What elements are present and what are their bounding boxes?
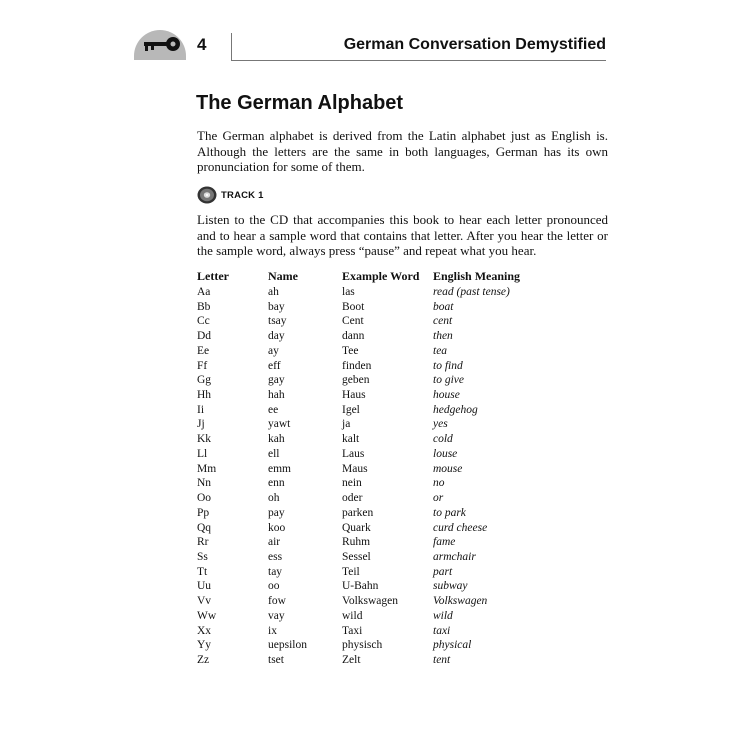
cell-letter: Ee (197, 344, 210, 357)
cell-name: air (268, 536, 281, 549)
cell-name: pay (268, 506, 285, 519)
cell-letter: Xx (197, 624, 212, 637)
cell-name: kah (268, 433, 285, 446)
cell-example-word: Teil (342, 565, 360, 578)
cell-english-meaning: cent (433, 315, 453, 328)
cd-icon (197, 186, 217, 204)
cell-name: ee (268, 403, 279, 416)
cell-name: koo (268, 521, 286, 534)
cell-name: ay (268, 344, 279, 357)
cell-english-meaning: then (433, 330, 453, 343)
cell-letter: Hh (197, 389, 212, 402)
cell-example-word: parken (342, 506, 374, 519)
cell-english-meaning: or (433, 492, 444, 505)
cell-name: hah (268, 389, 285, 402)
table-row (197, 653, 573, 668)
cell-english-meaning: subway (433, 580, 468, 593)
cell-example-word: Volkswagen (342, 595, 399, 608)
header-english-meaning: English Meaning (433, 269, 521, 283)
table-row (197, 624, 573, 639)
header-rule (231, 60, 606, 61)
cell-letter: Ww (197, 609, 217, 622)
cell-example-word: U-Bahn (342, 580, 379, 593)
cell-letter: Vv (197, 595, 212, 608)
cell-example-word: Ruhm (342, 536, 371, 549)
page-header (0, 0, 742, 70)
cell-english-meaning: tea (433, 344, 448, 357)
cell-letter: Aa (197, 286, 211, 298)
cell-english-meaning: physical (433, 639, 472, 652)
cell-english-meaning: hedgehog (433, 403, 478, 416)
alphabet-table (197, 268, 573, 668)
table-row (197, 579, 573, 594)
table-row (197, 638, 573, 653)
cell-example-word: Zelt (342, 653, 361, 666)
cell-name: ix (268, 624, 277, 637)
cell-english-meaning: boat (433, 300, 454, 313)
cell-english-meaning: read (past tense) (433, 286, 510, 298)
header-example-word: Example Word (342, 269, 420, 283)
table-row (197, 535, 573, 550)
header-divider-vertical (231, 33, 232, 61)
table-row (197, 314, 573, 329)
cell-example-word: Tee (342, 344, 359, 357)
cell-english-meaning: taxi (433, 624, 451, 637)
cell-english-meaning: yes (433, 418, 448, 431)
cell-example-word: geben (342, 374, 370, 387)
cell-example-word: Maus (342, 462, 368, 475)
table-row (197, 344, 573, 359)
header-letter: Letter (197, 269, 229, 283)
cell-english-meaning: fame (433, 536, 456, 549)
cell-letter: Mm (197, 462, 217, 475)
table-row (197, 462, 573, 477)
track-marker (197, 186, 264, 204)
intro-paragraph: The German alphabet is derived from the Latin alphabet just as English is. Although the letters are the same in both languages, German has its own pronunciation for some of them. (197, 128, 608, 174)
cell-letter: Yy (197, 639, 212, 652)
cell-name: bay (268, 300, 285, 313)
cell-letter: Bb (197, 300, 211, 313)
cell-letter: Zz (197, 653, 210, 666)
table-body (197, 285, 573, 668)
table-row (197, 417, 573, 432)
cell-name: tset (268, 653, 284, 666)
cell-example-word: Haus (342, 389, 366, 402)
book-title: German Conversation Demystified (343, 36, 606, 53)
cell-example-word: dann (342, 330, 365, 343)
cell-example-word: Cent (342, 315, 364, 328)
cell-example-word: Sessel (342, 550, 371, 563)
cell-english-meaning: Volkswagen (433, 595, 488, 608)
cell-letter: Ff (197, 359, 208, 372)
cell-letter: Ss (197, 550, 208, 563)
table-row (197, 447, 573, 462)
cell-example-word: Quark (342, 521, 371, 534)
page-number: 4 (197, 35, 207, 54)
cell-letter: Nn (197, 477, 212, 490)
cell-english-meaning: wild (433, 609, 453, 622)
cell-letter: Oo (197, 492, 212, 505)
cell-name: gay (268, 374, 285, 387)
table-row (197, 565, 573, 580)
cell-english-meaning: cold (433, 433, 453, 446)
table-row (197, 388, 573, 403)
cell-english-meaning: louse (433, 447, 458, 460)
table-row (197, 506, 573, 521)
track-label: TRACK 1 (221, 189, 264, 201)
cell-english-meaning: no (433, 477, 445, 490)
cell-example-word: las (342, 286, 355, 298)
cell-example-word: oder (342, 492, 363, 505)
cell-letter: Ll (197, 447, 208, 460)
cell-english-meaning: curd cheese (433, 521, 488, 534)
cell-letter: Uu (197, 580, 212, 593)
table-row (197, 300, 573, 315)
table-row (197, 609, 573, 624)
table-row (197, 329, 573, 344)
cell-name: eff (268, 359, 281, 372)
cell-name: enn (268, 477, 285, 490)
cell-name: ess (268, 550, 283, 563)
instructions-paragraph: Listen to the CD that accompanies this book to hear each letter pronounced and to hear a sample word that contains that letter. After you hear the letter or the sample word, always press “pause” and repeat what you hear. (197, 212, 608, 258)
cell-english-meaning: mouse (433, 462, 463, 475)
table-row (197, 432, 573, 447)
cell-example-word: ja (342, 418, 351, 431)
cell-example-word: Boot (342, 300, 365, 313)
cell-example-word: nein (342, 477, 362, 490)
cell-name: vay (268, 609, 285, 622)
cell-letter: Pp (197, 506, 210, 519)
cell-english-meaning: armchair (433, 550, 476, 563)
cell-english-meaning: to park (433, 506, 466, 519)
cell-letter: Qq (197, 521, 212, 534)
cell-name: yawt (268, 418, 291, 431)
cell-english-meaning: tent (433, 653, 451, 666)
table-row (197, 403, 573, 418)
cell-name: tay (268, 565, 283, 578)
cell-letter: Gg (197, 374, 212, 387)
cell-english-meaning: to give (433, 374, 464, 387)
cell-name: emm (268, 462, 291, 475)
section-title: The German Alphabet (196, 92, 404, 114)
table-row (197, 359, 573, 374)
cell-letter: Ii (197, 403, 205, 416)
cell-letter: Kk (197, 433, 212, 446)
cell-english-meaning: to find (433, 359, 463, 372)
cell-name: oh (268, 492, 280, 505)
cell-name: day (268, 330, 285, 343)
key-tab (134, 30, 186, 60)
table-row (197, 521, 573, 536)
key-icon (140, 36, 182, 54)
table-row (197, 491, 573, 506)
header-name: Name (268, 269, 298, 283)
cell-example-word: Taxi (342, 624, 363, 637)
cell-example-word: wild (342, 609, 363, 622)
table-header-row (197, 268, 573, 285)
cell-example-word: physisch (342, 639, 383, 652)
cell-name: oo (268, 580, 280, 593)
table-row (197, 285, 573, 300)
cell-letter: Jj (197, 418, 205, 431)
cell-name: ah (268, 286, 279, 298)
cell-english-meaning: house (433, 389, 460, 402)
table-row (197, 476, 573, 491)
cell-letter: Dd (197, 330, 212, 343)
cell-example-word: Igel (342, 403, 360, 416)
cell-english-meaning: part (433, 565, 453, 578)
table-row (197, 550, 573, 565)
cell-name: uepsilon (268, 639, 307, 652)
table-row (197, 594, 573, 609)
table-row (197, 373, 573, 388)
cell-letter: Cc (197, 315, 210, 328)
cell-name: ell (268, 447, 280, 460)
cell-name: fow (268, 595, 286, 608)
cell-letter: Rr (197, 536, 209, 549)
cell-letter: Tt (197, 565, 208, 578)
cell-name: tsay (268, 315, 287, 328)
cell-example-word: Laus (342, 447, 365, 460)
cell-example-word: finden (342, 359, 372, 372)
cell-example-word: kalt (342, 433, 360, 446)
